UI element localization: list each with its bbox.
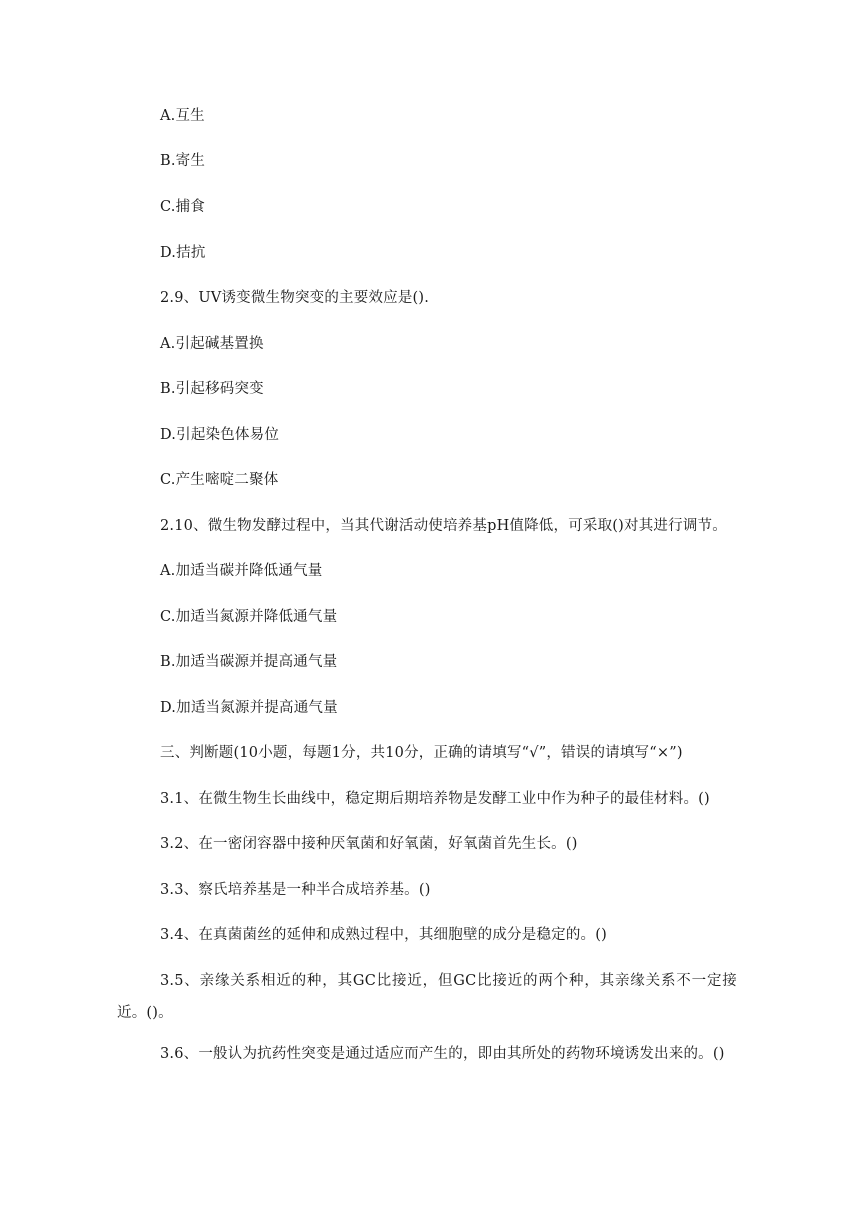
- question-3-6: 3.6、一般认为抗药性突变是通过适应而产生的，即由其所处的药物环境诱发出来的。(): [160, 1046, 725, 1062]
- question-2-10-option-a: A.加适当碳并降低通气量: [160, 563, 323, 579]
- question-2-10-option-b: B.加适当碳源并提高通气量: [160, 654, 338, 670]
- question-2-9-stem: 2.9、UV诱变微生物突变的主要效应是().: [160, 290, 430, 306]
- question-2-10-stem: 2.10、微生物发酵过程中，当其代谢活动使培养基pH值降低，可采取()对其进行调节。: [160, 518, 727, 534]
- option-d-antagonism: D.拮抗: [160, 245, 206, 261]
- question-3-3: 3.3、察氏培养基是一种半合成培养基。(): [160, 882, 431, 898]
- question-2-10-option-d: D.加适当氮源并提高通气量: [160, 700, 338, 716]
- question-2-9-option-b: B.引起移码突变: [160, 381, 264, 397]
- option-c-predation: C.捕食: [160, 199, 205, 215]
- question-2-9-option-d: D.引起染色体易位: [160, 427, 280, 443]
- question-2-10-option-c: C.加适当氮源并降低通气量: [160, 609, 338, 625]
- question-3-4: 3.4、在真菌菌丝的延伸和成熟过程中，其细胞壁的成分是稳定的。(): [160, 927, 607, 943]
- section-3-heading: 三、判断题(10小题，每题1分，共10分，正确的请填写“√”，错误的请填写“×”): [160, 745, 683, 761]
- question-3-5: 3.5、亲缘关系相近的种，其GC比接近，但GC比接近的两个种，其亲缘关系不一定接近。()。: [117, 973, 737, 1021]
- question-2-9-option-c: C.产生嘧啶二聚体: [160, 472, 279, 488]
- question-3-1: 3.1、在微生物生长曲线中，稳定期后期培养物是发酵工业中作为种子的最佳材料。(): [160, 791, 710, 807]
- question-3-2: 3.2、在一密闭容器中接种厌氧菌和好氧菌，好氧菌首先生长。(): [160, 836, 578, 852]
- question-2-9-option-a: A.引起碱基置换: [160, 336, 264, 352]
- option-b-parasitism: B.寄生: [160, 153, 206, 169]
- option-a-mutualism: A.互生: [160, 108, 205, 124]
